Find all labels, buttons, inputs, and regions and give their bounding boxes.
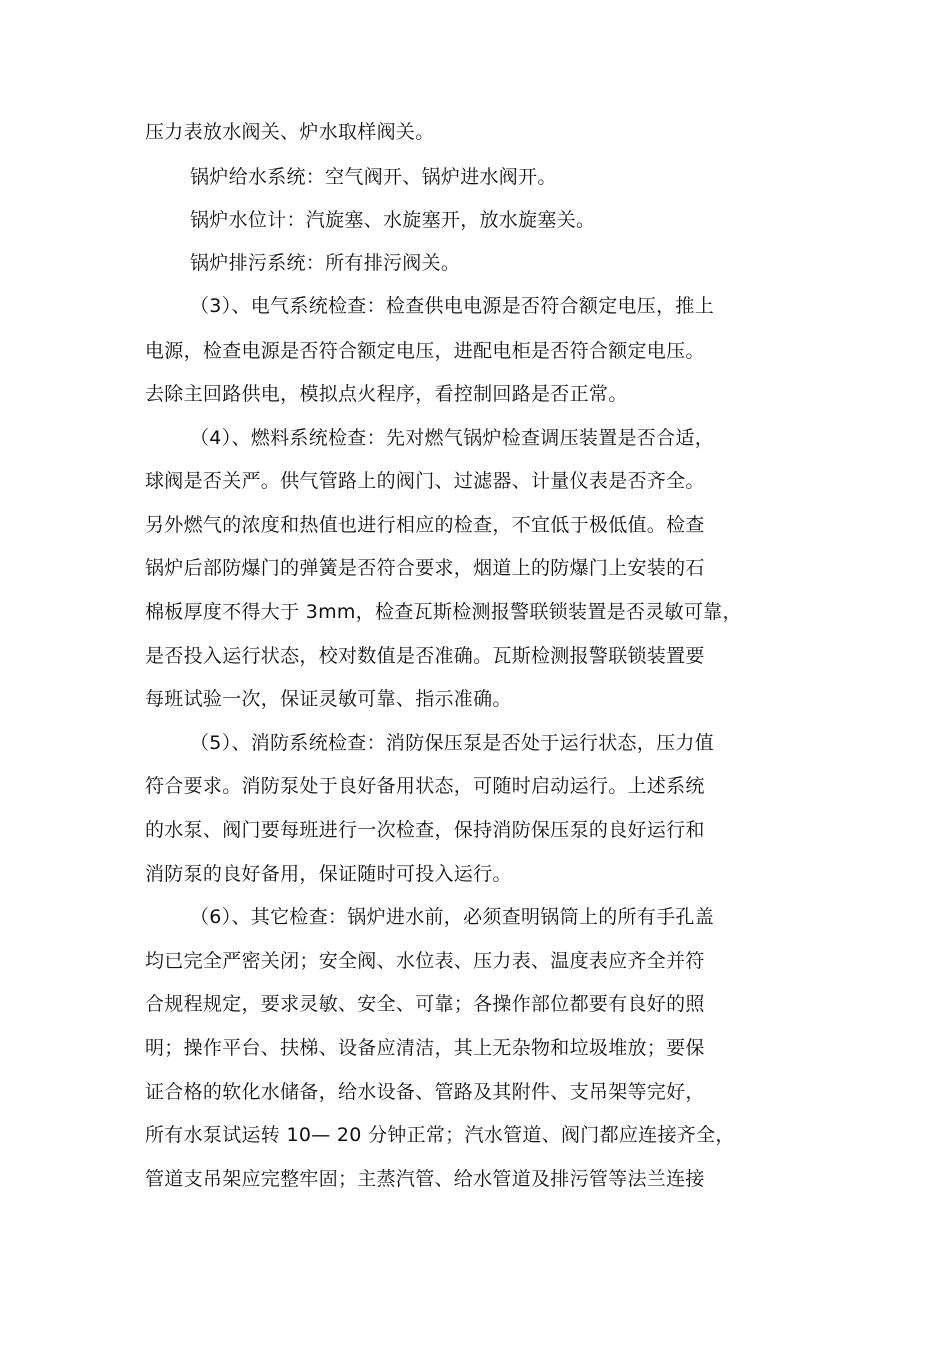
- text-line: 管道支吊架应完整牢固；主蒸汽管、给水管道及排污管等法兰连接: [145, 1168, 705, 1190]
- text-line: 均已完全严密关闭；安全阀、水位表、压力表、温度表应齐全并符: [145, 950, 705, 972]
- text-line: 是否投入运行状态，校对数值是否准确。瓦斯检测报警联锁装置要: [145, 645, 705, 667]
- text-line: 明；操作平台、扶梯、设备应清洁，其上无杂物和垃圾堆放；要保: [145, 1037, 705, 1059]
- text-line: 所有水泵试运转 10— 20 分钟正常；汽水管道、阀门都应连接齐全，: [145, 1124, 735, 1146]
- section-heading-4: （4）、燃料系统检查：先对燃气锅炉检查调压装置是否合适，: [190, 427, 714, 449]
- text-line: 去除主回路供电，模拟点火程序，看控制回路是否正常。: [145, 383, 628, 405]
- text-line: 符合要求。消防泵处于良好备用状态，可随时启动运行。上述系统: [145, 775, 705, 797]
- text-line: 合规程规定，要求灵敏、安全、可靠；各操作部位都要有良好的照: [145, 993, 705, 1015]
- text-line: 锅炉排污系统：所有排污阀关。: [190, 252, 461, 274]
- text-line: 另外燃气的浓度和热值也进行相应的检查，不宜低于极低值。检查: [145, 514, 705, 536]
- text-line: 棉板厚度不得大于 3mm，检查瓦斯检测报警联锁装置是否灵敏可靠，: [145, 601, 742, 623]
- text-line: 电源，检查电源是否符合额定电压，进配电柜是否符合额定电压。: [145, 340, 705, 362]
- text-line: 每班试验一次，保证灵敏可靠、指示准确。: [145, 688, 512, 710]
- text-line: 锅炉水位计：汽旋塞、水旋塞开，放水旋塞关。: [190, 209, 596, 231]
- section-heading-6: （6）、其它检查：锅炉进水前，必须查明锅筒上的所有手孔盖: [190, 906, 714, 928]
- text-line: 球阀是否关严。供气管路上的阀门、过滤器、计量仪表是否齐全。: [145, 470, 705, 492]
- text-line: 锅炉后部防爆门的弹簧是否符合要求，烟道上的防爆门上安装的石: [145, 557, 705, 579]
- text-line: 的水泵、阀门要每班进行一次检查，保持消防保压泵的良好运行和: [145, 819, 705, 841]
- text-line: 压力表放水阀关、炉水取样阀关。: [145, 121, 435, 143]
- section-heading-5: （5）、消防系统检查：消防保压泵是否处于运行状态，压力值: [190, 732, 714, 754]
- section-heading-3: （3）、电气系统检查：检查供电电源是否符合额定电压，推上: [190, 295, 714, 317]
- text-line: 锅炉给水系统：空气阀开、锅炉进水阀开。: [190, 166, 557, 188]
- text-line: 证合格的软化水储备，给水设备、管路及其附件、支吊架等完好，: [145, 1081, 705, 1103]
- text-line: 消防泵的良好备用，保证随时可投入运行。: [145, 863, 512, 885]
